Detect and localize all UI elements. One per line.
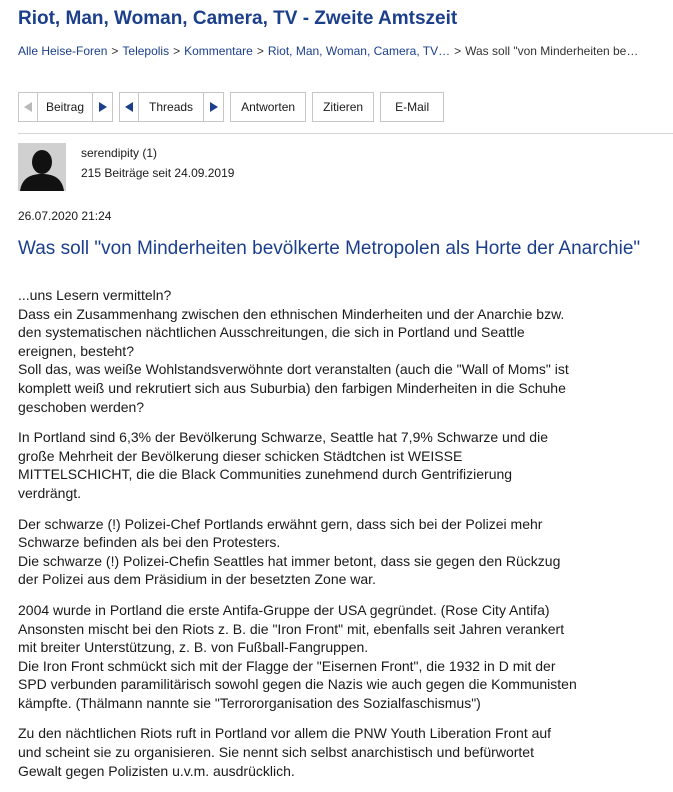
- divider: [18, 133, 673, 134]
- avatar[interactable]: [18, 143, 66, 191]
- post-line: Ansonsten mischt bei den Riots z. B. die "Iron Front" mit, ebenfalls seit Jahren verankert: [18, 620, 565, 637]
- beitrag-label[interactable]: Beitrag: [38, 92, 93, 122]
- post-line: Schwarze befinden als bei den Protesters.: [18, 534, 281, 551]
- post-paragraph: [18, 515, 668, 589]
- post-toolbar: [18, 92, 450, 122]
- post-line: mit breiter Unterstützung, z. B. von Fußball-Fangruppen.: [18, 639, 369, 656]
- post-line: Dass ein Zusammenhang zwischen den ethnischen Minderheiten und der Anarchie bzw.: [18, 305, 565, 322]
- post-line: Die Iron Front schmückt sich mit der Flagge der "Eisernen Front", die 1932 in D mit der: [18, 657, 556, 674]
- post-line: SPD verbunden paramilitärisch sowohl gegen die Nazis wie auch gegen die Kommunisten: [18, 676, 577, 693]
- post-paragraph: [18, 286, 668, 416]
- breadcrumb-item-current: Was soll "von Minderheiten be…: [465, 44, 639, 58]
- arrow-left-icon: [24, 102, 32, 112]
- arrow-left-icon: [125, 102, 133, 112]
- user-name[interactable]: serendipity (1): [81, 146, 158, 160]
- breadcrumb-separator: >: [256, 44, 264, 58]
- post-paragraph: [18, 724, 668, 780]
- post-line: verdrängt.: [18, 484, 82, 501]
- post-line: Soll das, was weiße Wohlstandsverwöhnte dort veranstalten (auch die "Wall of Moms" ist: [18, 361, 569, 378]
- post-date: 26.07.2020 21:24: [18, 209, 112, 223]
- threads-label[interactable]: Threads: [139, 92, 204, 122]
- post-paragraph: [18, 428, 668, 502]
- user-stats: 215 Beiträge seit 24.09.2019: [81, 166, 235, 180]
- post-line: der Polizei aus dem Präsidium in der besetzten Zone war.: [18, 571, 376, 588]
- user-silhouette-icon: [18, 143, 66, 191]
- antworten-button[interactable]: Antworten: [230, 92, 306, 122]
- post-line: ereignen, besteht?: [18, 342, 134, 359]
- arrow-right-icon: [99, 102, 107, 112]
- post-body: [18, 286, 668, 792]
- post-line: Gewalt gegen Polizisten u.v.m. ausdrücklich.: [18, 762, 295, 779]
- breadcrumb-item-kommentare[interactable]: Kommentare: [184, 44, 253, 58]
- post-paragraph: [18, 601, 668, 713]
- post-title: Was soll "von Minderheiten bevölkerte Metropolen als Horte der Anarchie": [18, 238, 641, 259]
- post-line: MITTELSCHICHT, die die Black Communities zunehmend durch Gentrifizierung: [18, 466, 513, 483]
- breadcrumb-separator: >: [454, 44, 462, 58]
- next-beitrag-button[interactable]: [93, 92, 113, 122]
- threads-nav: [119, 92, 224, 122]
- breadcrumb-item-thread[interactable]: Riot, Man, Woman, Camera, TV…: [267, 44, 451, 58]
- breadcrumb-item-all-forums[interactable]: Alle Heise-Foren: [18, 44, 108, 58]
- post-line: In Portland sind 6,3% der Bevölkerung Schwarze, Seattle hat 7,9% Schwarze und die: [18, 429, 548, 446]
- beitrag-nav: [18, 92, 113, 122]
- breadcrumb-separator: >: [173, 44, 181, 58]
- post-line: und scheint sie zu organisieren. Sie nennt sich selbst anarchistisch und befürwortet: [18, 744, 534, 761]
- post-line: große Mehrheit der Bevölkerung dieser schicken Städtchen ist WEISSE: [18, 447, 463, 464]
- thread-title[interactable]: Riot, Man, Woman, Camera, TV - Zweite Amtszeit: [18, 8, 458, 29]
- post-line: kämpfte. (Thälmann nannte sie "Terrororganisation des Sozialfaschismus"): [18, 694, 481, 711]
- email-button[interactable]: E-Mail: [380, 92, 444, 122]
- breadcrumb-separator: >: [111, 44, 119, 58]
- post-line: geschoben werden?: [18, 398, 145, 415]
- post-line: Die schwarze (!) Polizei-Chefin Seattles hat immer betont, dass sie gegen den Rückzug: [18, 552, 561, 569]
- post-line: Der schwarze (!) Polizei-Chef Portlands erwähnt gern, dass sich bei der Polizei mehr: [18, 515, 543, 532]
- prev-thread-button[interactable]: [119, 92, 139, 122]
- post-line: 2004 wurde in Portland die erste Antifa-Gruppe der USA gegründet. (Rose City Antifa): [18, 601, 550, 618]
- post-line: komplett weiß und rekrutiert sich aus Suburbia) den farbigen Minderheiten in die Schuhe: [18, 379, 566, 396]
- breadcrumb-item-telepolis[interactable]: Telepolis: [122, 44, 170, 58]
- post-line: Zu den nächtlichen Riots ruft in Portland vor allem die PNW Youth Liberation Front auf: [18, 725, 552, 742]
- prev-beitrag-button[interactable]: [18, 92, 38, 122]
- post-line: ...uns Lesern vermitteln?: [18, 287, 172, 303]
- zitieren-button[interactable]: Zitieren: [312, 92, 374, 122]
- post-line: den systematischen nächtlichen Ausschreitungen, die sich in Portland und Seattle: [18, 324, 525, 341]
- arrow-right-icon: [210, 102, 218, 112]
- breadcrumb: [18, 44, 638, 58]
- next-thread-button[interactable]: [204, 92, 224, 122]
